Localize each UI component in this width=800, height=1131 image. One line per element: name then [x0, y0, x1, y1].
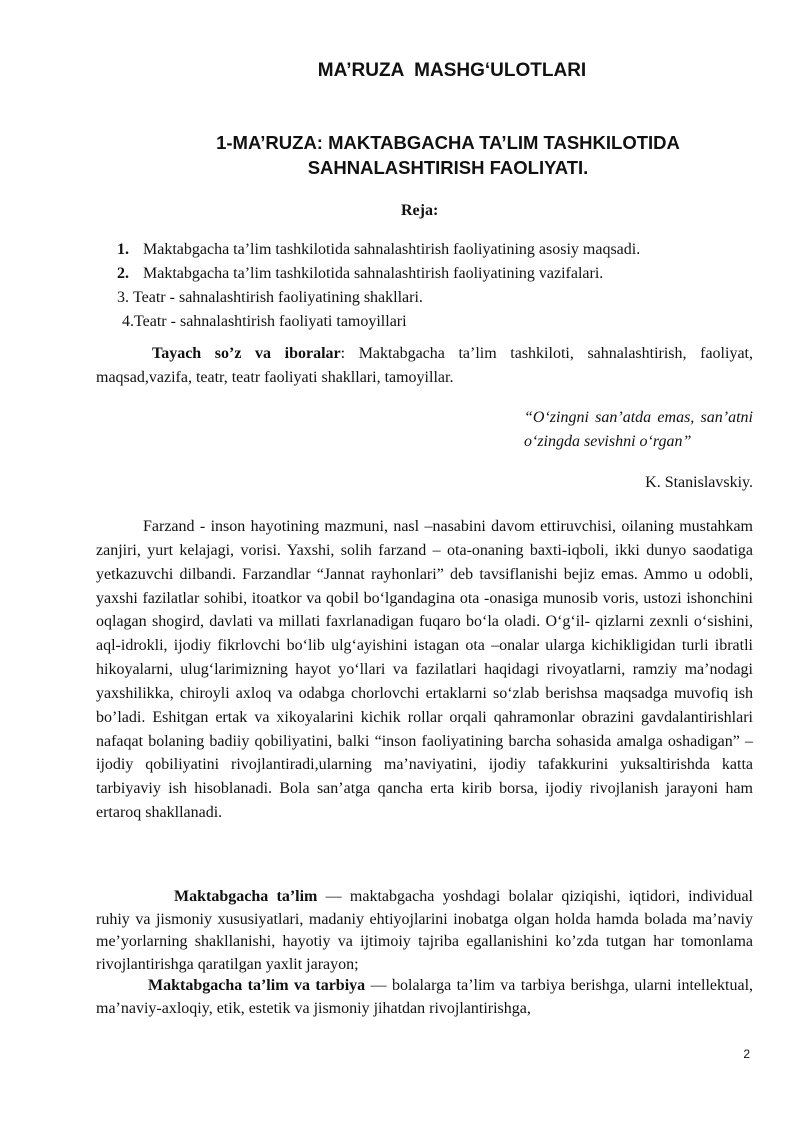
plan-item-number: 4.: [122, 313, 134, 330]
plan-item-text: Teatr - sahnalashtirish faoliyatining shakllari.: [133, 289, 423, 306]
definition-paragraph: [96, 886, 753, 976]
plan-item-number: 1.: [117, 241, 129, 258]
plan-item-number: 3.: [117, 289, 129, 306]
keywords-label: Tayach so’z va iboralar: [152, 345, 341, 362]
plan-item: [117, 286, 640, 310]
plan-item: [117, 238, 640, 262]
main-paragraph: Farzand - inson hayotining mazmuni, nasl –nasabini davom ettiruvchisi, oilaning mustahkam zanjiri, yurt kelajagi, vorisi. Yaxshi, solih farzand – ota-onaning baxti-iqboli, ikki dunyo saodatiga yetkazuvchi dilbandi. Farzandlar “Jannat rayhonlari” deb tavsiflanishi bejiz emas. Ammo u odobli, yaxshi fazilatlar sohibi, itoatkor va qobil bo‘lgandagina ota -onasiga munosib voris, ustozi ishonchini oqlagan shogird, davlati va millati faxrlanadigan fuqaro bo‘la oladi. O‘g‘il- qizlarni zexnli o‘sishini, aql-idrokli, ijodiy fikrlovchi bo‘lib ulg‘ayishini istagan ota –onalar ularga kichikligidan turli ibratli hikoyalarni, ulug‘larimizning hayot yo‘llari va fazilatlari haqidagi rivoyatlarni, ramziy ma’nodagi yaxshilikka, chiroyli axloq va odabga chorlovchi ertaklarni so‘zlab berishsa maqsadga muvofiq ish bo’ladi. Eshitgan ertak va xikoyalarini kichik rollar orqali qahramonlar obrazini gavdalantirishlari nafaqat bolaning badiiy qobiliyatini, balki “inson faoliyatining barcha sohasida amalga oshadigan” – ijodiy qobiliyatini rivojlantiradi,ularning ma’naviyatini, ijodiy tafakkurini yuksaltirishda katta tarbiyaviy ish hisoblanadi. Bola san’atga qancha erta kirib borsa, ijodiy rivojlanish jarayoni ham ertaroq shakllanadi.: [96, 518, 753, 822]
lecture-title-line2: SAHNALASHTIRISH FAOLIYATI.: [307, 157, 589, 178]
plan-item: [117, 262, 640, 286]
keywords-paragraph: [96, 342, 753, 389]
keywords-text: : Maktabgacha ta’lim tashkiloti, sahnalashtirish, faoliyat, maqsad,vazifa, teatr, teatr faoliyati shakllari, tamoyillar.: [96, 345, 753, 386]
page-number: 2: [743, 1047, 750, 1061]
plan-list: [117, 238, 640, 334]
definition-text: — bolalarga ta’lim va tarbiya berishga, ularni intellektual, ma’naviy-axloqiy, etik, estetik va jismoniy jihatdan rivojlantirishga,: [96, 977, 754, 1017]
epigraph-quote: “O‘zingni san’atda emas, san’atni o‘zingda sevishni o‘rgan”: [524, 409, 753, 450]
plan-item: [117, 310, 640, 334]
definition-text: — maktabgacha yoshdagi bolalar qiziqishi, iqtidori, individual ruhiy va jismoniy xususiyatlari, madaniy ehtiyojlarini inobatga olgan holda hamda bolada ma’naviy me’yorlarning shakllanishi, hayotiy va ijtimoiy tajriba egallanishini ko’zda tutgan har tomonlama rivojlantirishga qaratilgan yaxlit jarayon;: [96, 888, 753, 973]
definition-term: Maktabgacha ta’lim: [174, 888, 318, 905]
lecture-title-line1: 1-MA’RUZA: MAKTABGACHA TA’LIM TASHKILOTIDA: [216, 132, 680, 153]
plan-item-text: Maktabgacha ta’lim tashkilotida sahnalashtirish faoliyatining asosiy maqsadi.: [143, 241, 641, 258]
definition-term: Maktabgacha ta’lim va tarbiya: [148, 977, 366, 994]
document-heading: MA’RUZA MASHG‘ULOTLARI: [317, 60, 587, 81]
plan-item-text: Maktabgacha ta’lim tashkilotida sahnalashtirish faoliyatining vazifalari.: [143, 265, 604, 282]
plan-item-text: Teatr - sahnalashtirish faoliyati tamoyillari: [134, 313, 407, 330]
plan-item-number: 2.: [117, 265, 129, 282]
lecture-title: [96, 130, 800, 180]
definition-paragraph: [96, 975, 753, 1020]
plan-label: Reja:: [401, 202, 439, 219]
epigraph-author: K. Stanislavskiy.: [645, 474, 753, 491]
